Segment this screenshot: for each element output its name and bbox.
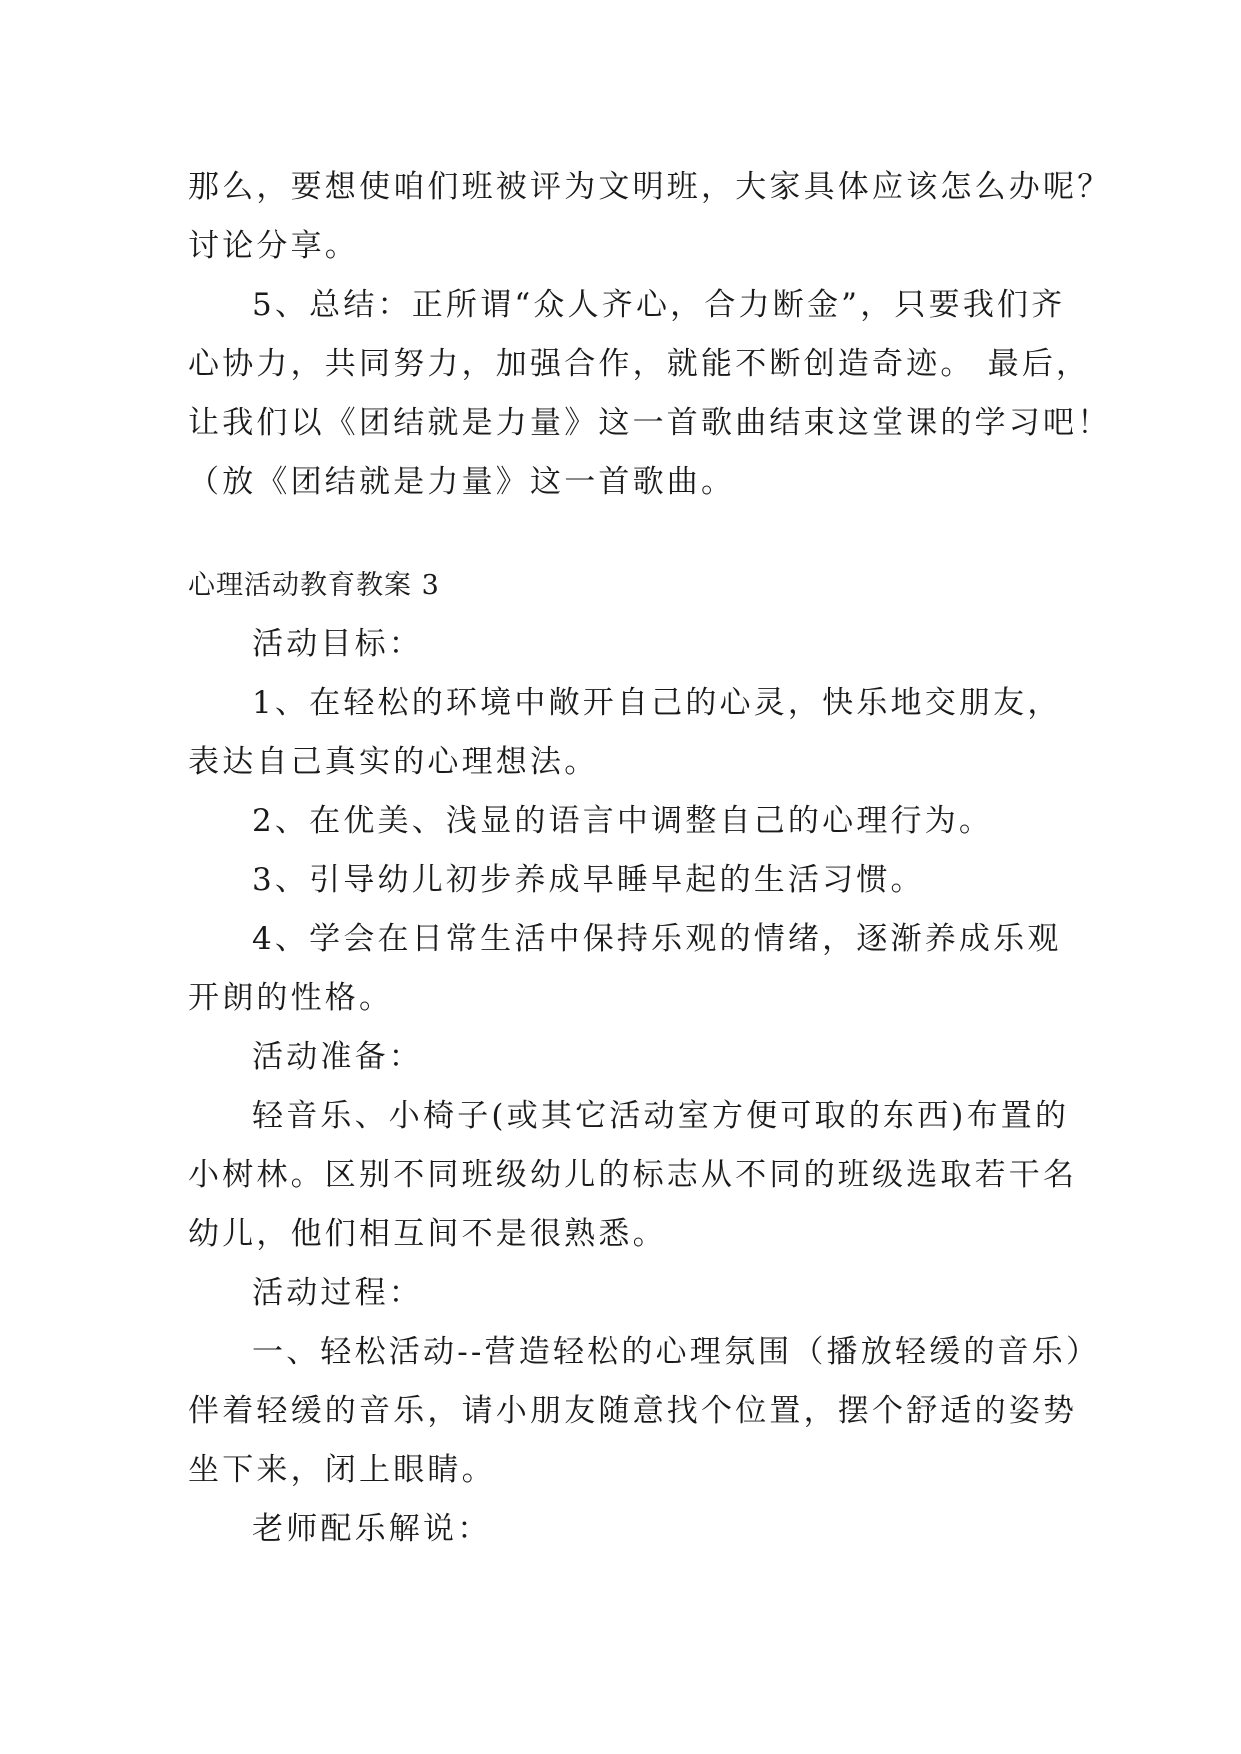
teacher-line: 老师配乐解说： (252, 1511, 492, 1547)
prep-line: 小树林。区别不同班级幼儿的标志从不同的班级选取若干名 (188, 1157, 1078, 1193)
text-line: 讨论分享。 (188, 228, 359, 264)
prep-line: 轻音乐、小椅子(或其它活动室方便可取的东西)布置的 (252, 1098, 1070, 1134)
summary-line: （放《团结就是力量》这一首歌曲。 (188, 464, 736, 500)
goal-line: 4、学会在日常生活中保持乐观的情绪，逐渐养成乐观 (252, 921, 1062, 957)
prep-heading: 活动准备： (252, 1039, 423, 1075)
goals-heading: 活动目标： (252, 626, 423, 662)
section-title: 心理活动教育教案 3 (188, 570, 440, 601)
summary-line: 心协力，共同努力，加强合作，就能不断创造奇迹。 最后， (188, 346, 1091, 382)
process-line: 伴着轻缓的音乐，请小朋友随意找个位置，摆个舒适的姿势 (188, 1393, 1078, 1429)
summary-line: 让我们以《团结就是力量》这一首歌曲结束这堂课的学习吧！ (188, 405, 1112, 441)
process-line: 一、轻松活动--营造轻松的心理氛围（播放轻缓的音乐） (252, 1334, 1101, 1370)
goal-line: 1、在轻松的环境中敞开自己的心灵，快乐地交朋友， (252, 685, 1062, 721)
goal-line: 开朗的性格。 (188, 980, 394, 1016)
process-heading: 活动过程： (252, 1275, 423, 1311)
document-body (188, 158, 1112, 1559)
prep-line: 幼儿，他们相互间不是很熟悉。 (188, 1216, 667, 1252)
goal-line: 3、引导幼儿初步养成早睡早起的生活习惯。 (252, 862, 925, 898)
goal-line: 表达自己真实的心理想法。 (188, 744, 599, 780)
text-line: 那么，要想使咱们班被评为文明班，大家具体应该怎么办呢？ (188, 169, 1112, 205)
process-line: 坐下来，闭上眼睛。 (188, 1452, 496, 1488)
goal-line: 2、在优美、浅显的语言中调整自己的心理行为。 (252, 803, 994, 839)
summary-line: 5、总结：正所谓“众人齐心，合力断金”，只要我们齐 (252, 287, 1066, 323)
